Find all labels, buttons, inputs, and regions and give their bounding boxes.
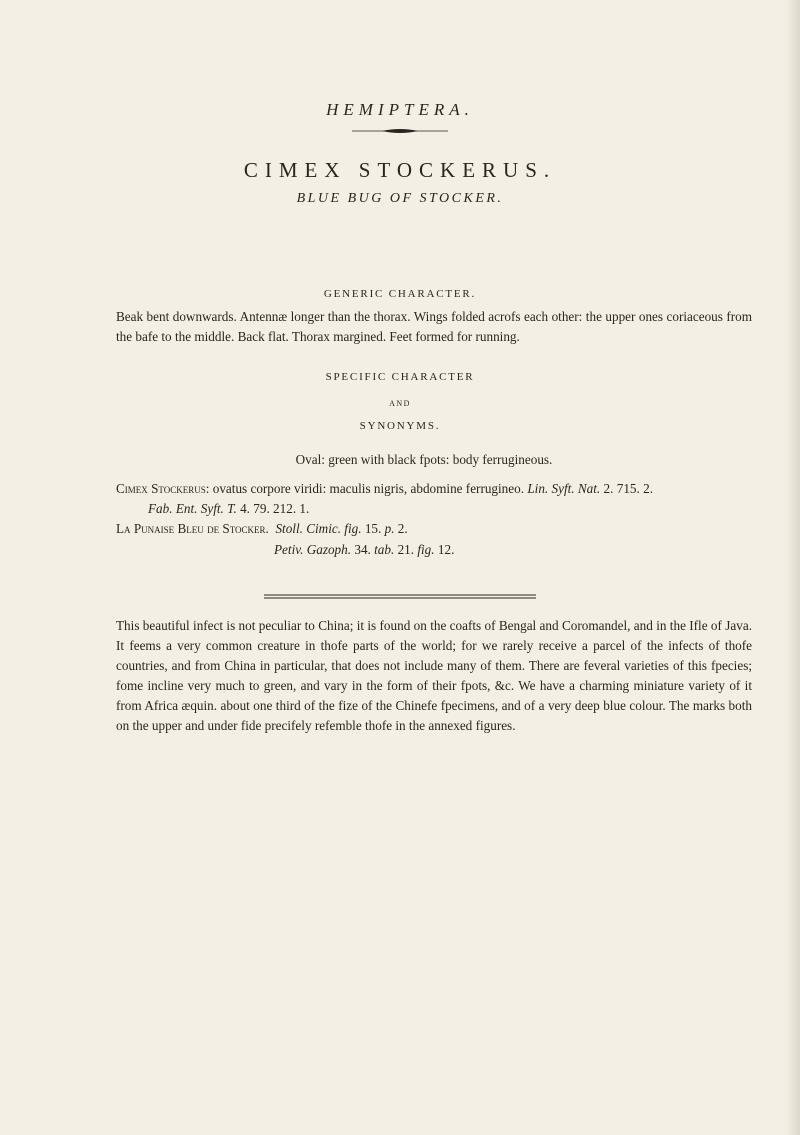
- synonym-fig-label: fig.: [417, 542, 435, 557]
- generic-character-text: Beak bent downwards. Antennæ longer than the thorax. Wings folded acrofs each other: the upper ones coriaceous from the bafe to the middle. Back flat. Thorax margined. Feet formed for running.: [116, 309, 752, 344]
- synonym-reference-number: 34.: [354, 542, 371, 557]
- species-title: CIMEX STOCKERUS.: [243, 158, 557, 182]
- synonym-name: La Punaise Bleu de Stocker.: [116, 521, 269, 536]
- synonym-tab-label: tab.: [374, 542, 395, 557]
- synonym-reference-number: 2. 715. 2.: [603, 481, 653, 496]
- and-label: AND: [389, 399, 411, 408]
- specific-character-heading: SPECIFIC CHARACTER: [325, 371, 475, 383]
- synonym-line-2: [148, 501, 309, 517]
- generic-character-heading: GENERIC CHARACTER.: [323, 288, 477, 300]
- synonym-reference-number: 15.: [364, 521, 382, 536]
- synonym-tab-number: 21.: [397, 542, 415, 557]
- synonym-reference: Stoll. Cimic. fig.: [275, 521, 362, 536]
- synonym-description: ovatus corpore viridi: maculis nigris, abdomine ferrugineo.: [212, 481, 525, 496]
- synonym-fig-number: 12.: [437, 542, 455, 557]
- common-name: BLUE BUG OF STOCKER.: [296, 191, 504, 206]
- specific-character-text: Oval: green with black fpots: body ferrugineous.: [295, 452, 553, 467]
- synonym-page-label: p.: [384, 521, 395, 536]
- description-paragraph: This beautiful infect is not peculiar to China; it is found on the coafts of Bengal and Coromandel, and in the Ifle of Java. It feems a very common creature in thofe parts of the world; for we rarely receive a parcel of the infects of thofe countries, and from China in particular, that does not include many of them. There are feveral varieties of this fpecies; fome incline very much to green, and vary in the form of their fpots, &c. We have a charming miniature variety of it from Africa æquin. about one third of the fize of the Chinefe fpecimens, and of a very deep blue colour. The marks both on the upper and under fide precifely refemble thofe in the annexed figures.: [116, 618, 752, 733]
- ornament-rule: [352, 127, 448, 135]
- synonyms-heading: SYNONYMS.: [359, 420, 441, 432]
- synonym-reference-number: 4. 79. 212. 1.: [240, 501, 310, 516]
- double-rule-divider: [264, 594, 536, 599]
- synonym-reference: Lin. Syft. Nat.: [527, 481, 601, 496]
- synonym-name: Cimex Stockerus:: [116, 481, 210, 496]
- synonym-line-4: [274, 542, 454, 558]
- running-head: HEMIPTERA.: [326, 100, 474, 119]
- synonym-line-1: [116, 481, 653, 497]
- synonym-page-number: 2.: [397, 521, 408, 536]
- synonym-reference: Fab. Ent. Syft. T.: [148, 501, 237, 516]
- synonym-reference: Petiv. Gazoph.: [274, 542, 352, 557]
- synonym-line-3: [116, 521, 408, 537]
